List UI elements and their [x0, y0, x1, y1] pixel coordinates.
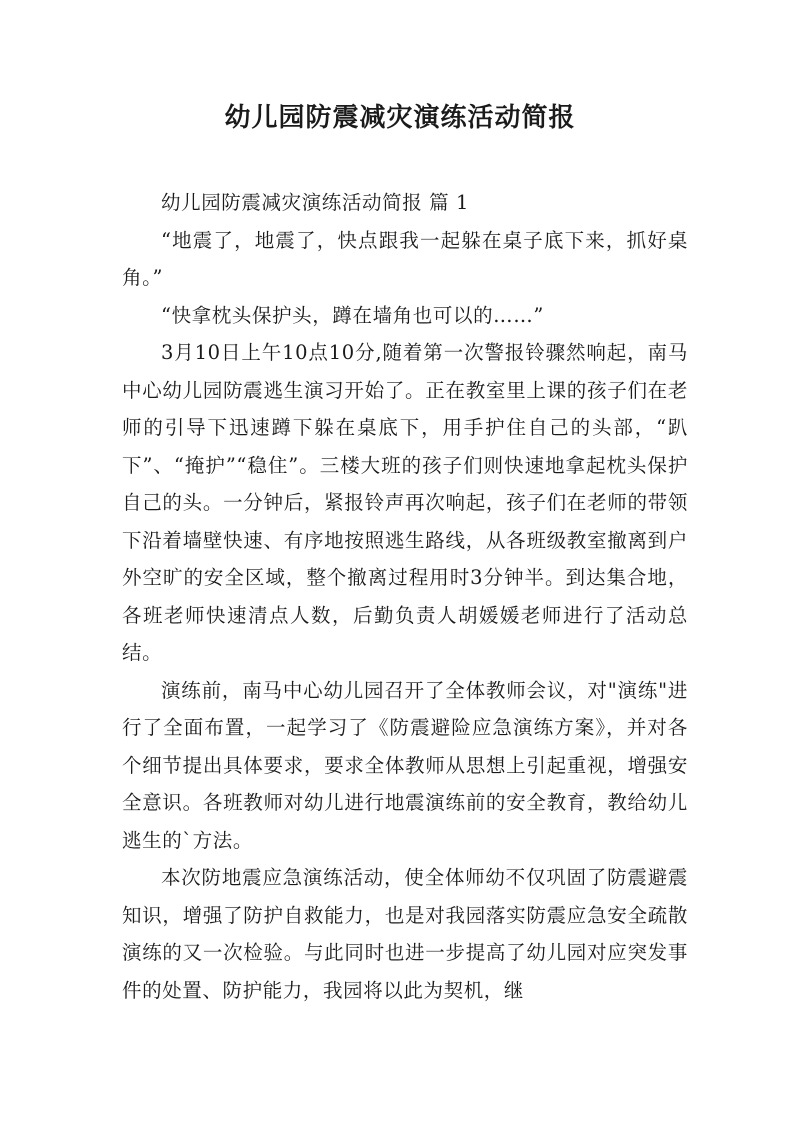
paragraph-quote-2: “快拿枕头保护头，蹲在墙角也可以的……”	[161, 303, 544, 327]
article-subtitle: 幼儿园防震减灾演练活动简报 篇 1	[161, 191, 470, 214]
document-body	[122, 184, 688, 1009]
document-title: 幼儿园防震减灾演练活动简报	[224, 103, 576, 133]
paragraph-drill-process: 3月10日上午10点10分,随着第一次警报铃骤然响起，南马中心幼儿园防震逃生演习开始了。正在教室里上课的孩子们在老师的引导下迅速蹲下躲在桌底下，用手护住自己的头部，“趴下”、“掩护”“稳住”。三楼大班的孩子们则快速地拿起枕头保护自己的头。一分钟后，紧报铃声再次响起，孩子们在老师的带领下沿着墙壁快速、有序地按照逃生路线，从各班级教室撤离到户外空旷的安全区域，整个撤离过程用时3分钟半。到达集合地，各班老师快速清点人数，后勤负责人胡媛媛老师进行了活动总结。	[122, 341, 688, 664]
paragraph-preparation: 演练前，南马中心幼儿园召开了全体教师会议，对"演练"进行了全面布置，一起学习了《防震避险应急演练方案》，并对各个细节提出具体要求，要求全体教师从思想上引起重视，增强安全意识。各班教师对幼儿进行地震演练前的安全教育，教给幼儿逃生的`方法。	[122, 678, 688, 852]
paragraph-summary: 本次防地震应急演练活动，使全体师幼不仅巩固了防震避震知识，增强了防护自救能力，也是对我园落实防震应急安全疏散演练的又一次检验。与此同时也进一步提高了幼儿园对应突发事件的处置、防护能力，我园将以此为契机，继	[122, 866, 688, 1002]
paragraph-quote-1: “地震了，地震了，快点跟我一起躲在桌子底下来，抓好桌角。”	[122, 228, 688, 289]
